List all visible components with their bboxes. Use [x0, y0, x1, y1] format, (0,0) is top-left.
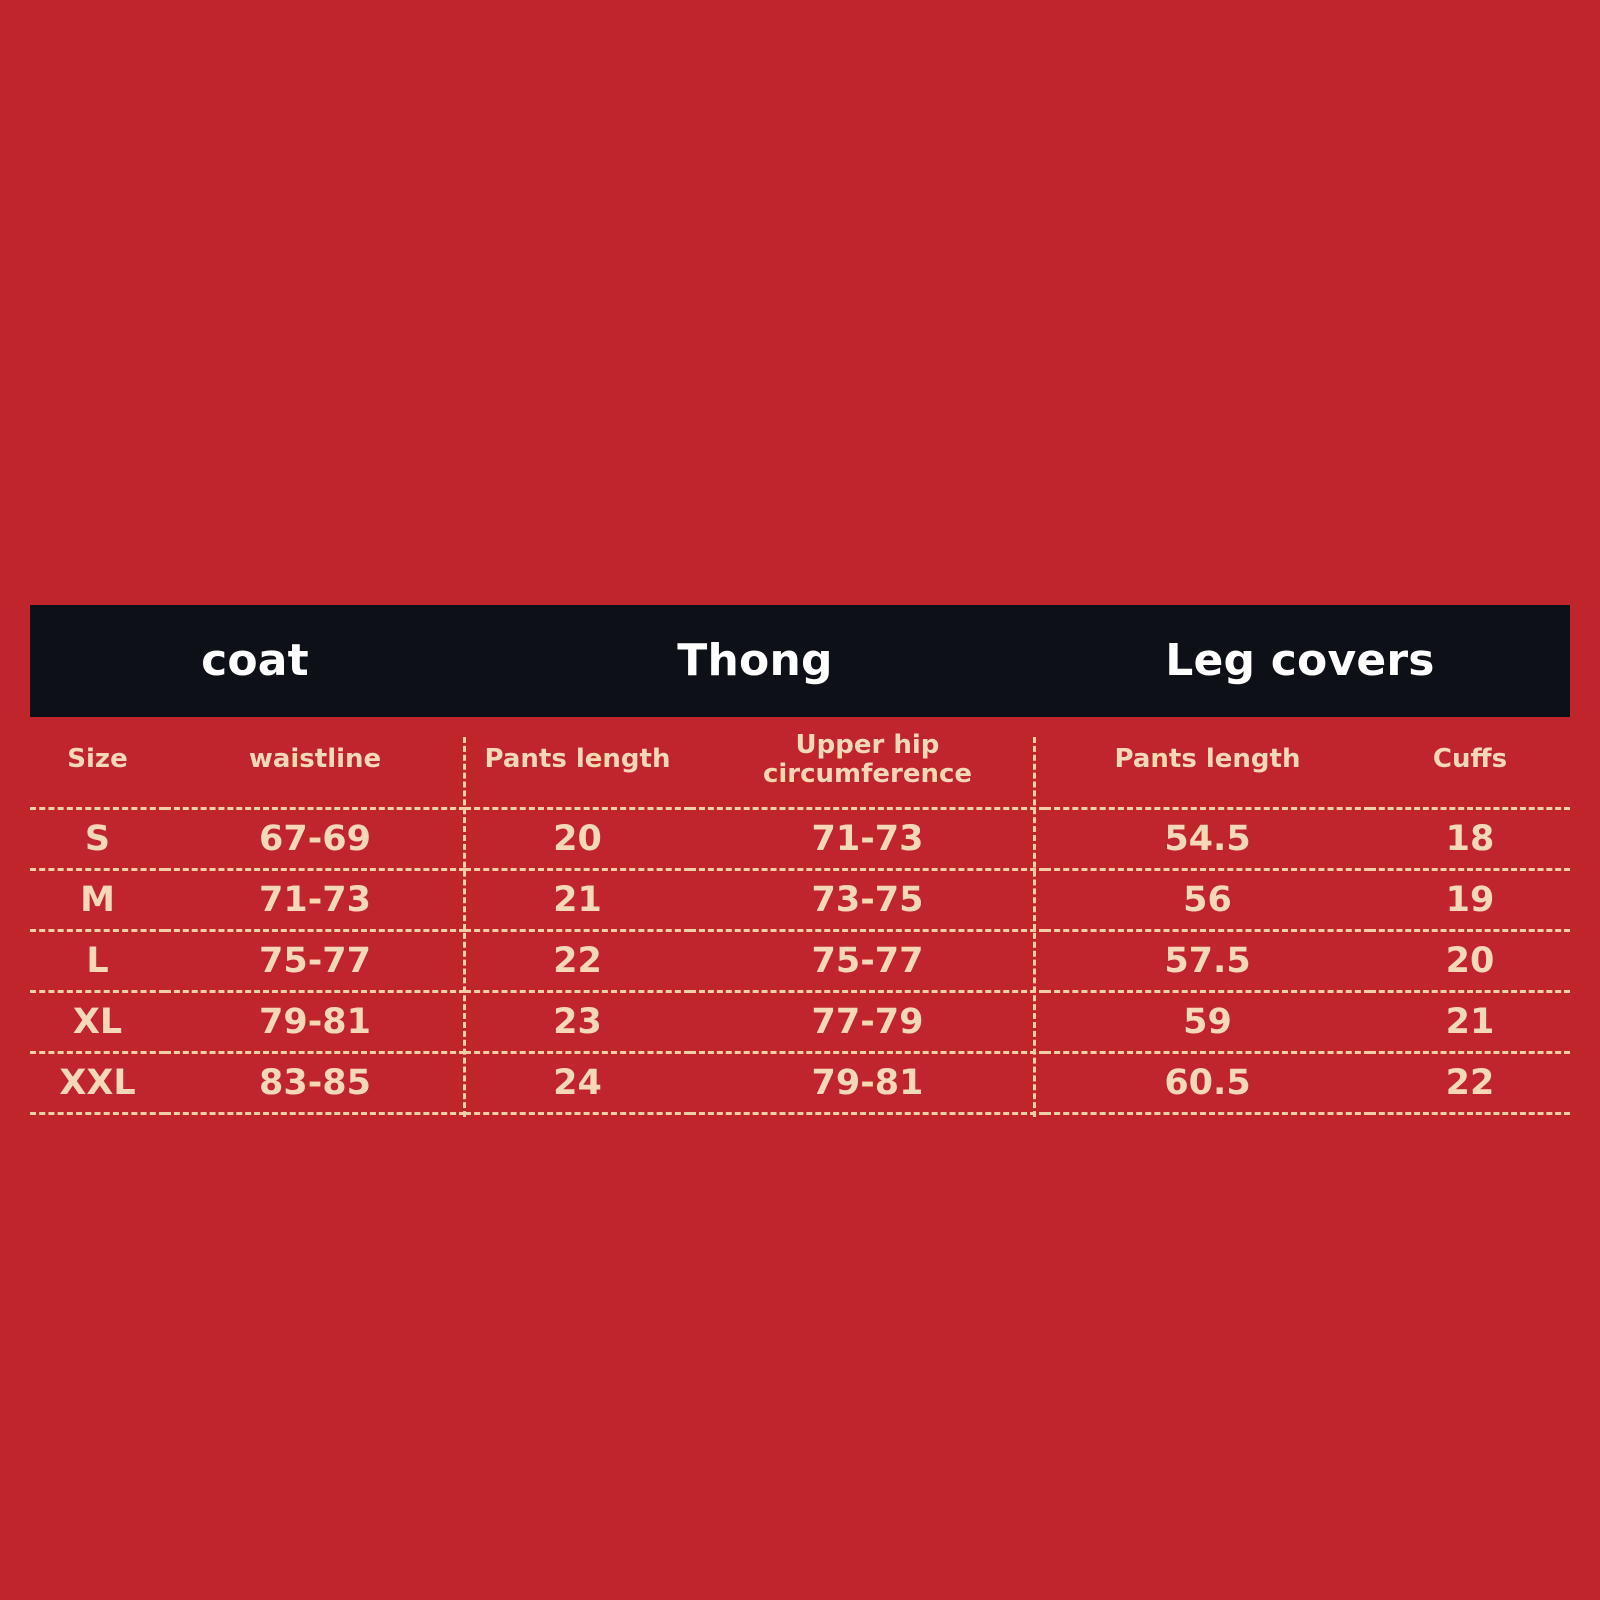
cell-cuffs: 21 [1445, 1002, 1495, 1042]
column-header-waistline: waistline [248, 744, 382, 775]
cell-upper-hip: 71-73 [811, 819, 924, 859]
table-row [30, 992, 1570, 1053]
cell-upper-hip: 79-81 [811, 1063, 924, 1103]
group-divider-coat-thong [463, 737, 466, 1117]
table-header-row [30, 717, 1570, 809]
size-table-wrapper [30, 717, 1570, 1115]
cell-pants-length-legs: 54.5 [1164, 819, 1251, 859]
cell-pants-length-thong: 20 [553, 819, 602, 859]
table-row [30, 931, 1570, 992]
column-header-cuffs: Cuffs [1432, 744, 1508, 775]
cell-size: L [86, 941, 109, 981]
cell-pants-length-legs: 56 [1183, 880, 1232, 920]
cell-pants-length-thong: 22 [553, 941, 602, 981]
table-row [30, 809, 1570, 870]
column-header-pants-length-legs: Pants length [1114, 744, 1301, 775]
cell-pants-length-thong: 23 [553, 1002, 602, 1042]
cell-upper-hip: 75-77 [811, 941, 924, 981]
group-header-coat: coat [201, 635, 309, 686]
group-divider-thong-legs [1033, 737, 1036, 1117]
cell-pants-length-thong: 24 [553, 1063, 602, 1103]
cell-cuffs: 20 [1445, 941, 1495, 981]
cell-size: XL [72, 1002, 123, 1042]
group-header-leg-covers: Leg covers [1165, 635, 1435, 686]
upper-hip-line-2: circumference [762, 759, 973, 789]
cell-upper-hip: 77-79 [811, 1002, 924, 1042]
column-header-upper-hip-circumference [690, 717, 1045, 809]
cell-waistline: 71-73 [259, 880, 371, 920]
cell-size: XXL [59, 1063, 136, 1103]
cell-waistline: 79-81 [259, 1002, 371, 1042]
table-row [30, 1053, 1570, 1114]
cell-pants-length-thong: 21 [553, 880, 602, 920]
cell-size: M [80, 880, 115, 920]
upper-hip-line-1: Upper hip [795, 730, 940, 761]
table-row [30, 870, 1570, 931]
cell-cuffs: 19 [1445, 880, 1495, 920]
cell-size: S [84, 819, 111, 859]
column-header-size: Size [67, 744, 128, 775]
cell-upper-hip: 73-75 [811, 880, 924, 920]
group-header-thong: Thong [677, 635, 833, 686]
cell-waistline: 67-69 [259, 819, 371, 859]
cell-waistline: 83-85 [259, 1063, 371, 1103]
cell-pants-length-legs: 60.5 [1164, 1063, 1251, 1103]
cell-waistline: 75-77 [259, 941, 371, 981]
cell-pants-length-legs: 59 [1183, 1002, 1232, 1042]
cell-cuffs: 18 [1445, 819, 1495, 859]
group-header-band [30, 605, 1570, 717]
cell-pants-length-legs: 57.5 [1164, 941, 1251, 981]
cell-cuffs: 22 [1445, 1063, 1495, 1103]
column-header-pants-length-thong: Pants length [484, 744, 671, 775]
size-table [30, 717, 1570, 1115]
